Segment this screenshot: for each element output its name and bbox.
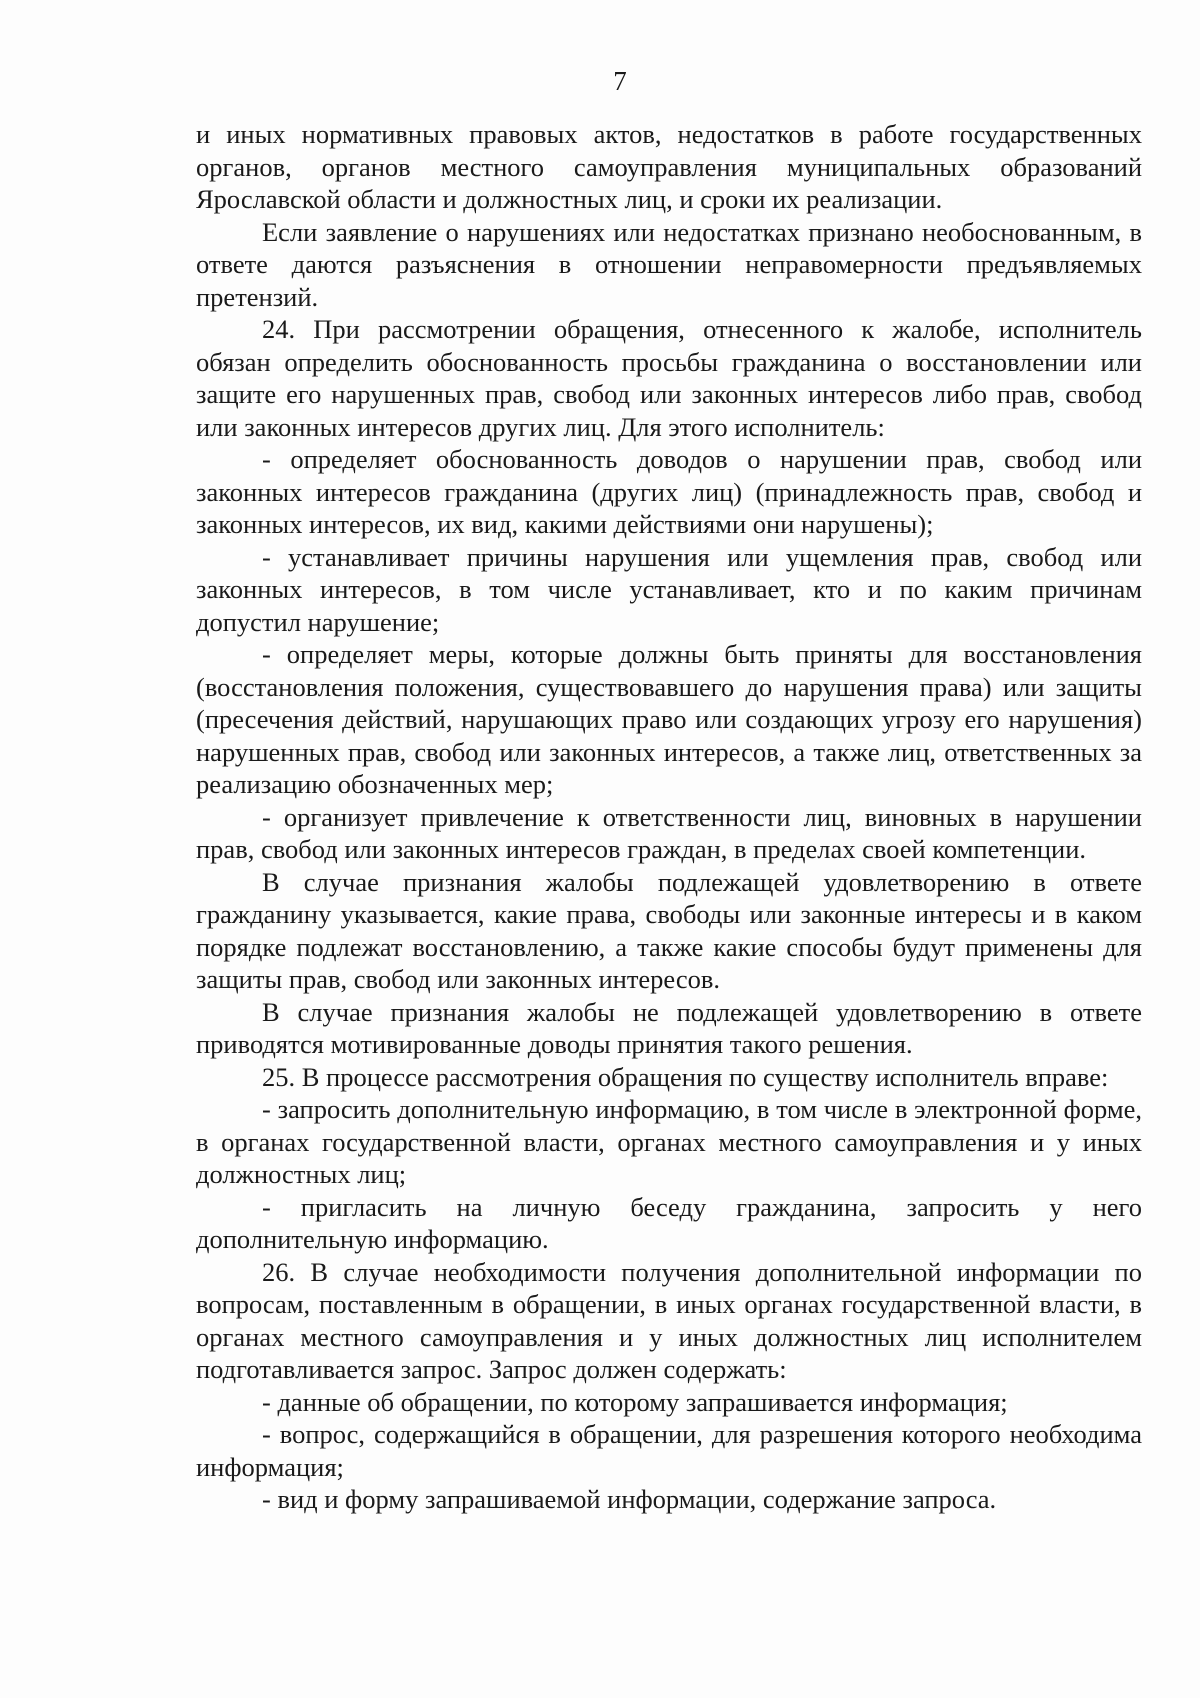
paragraph: В случае признания жалобы подлежащей удовлетворению в ответе гражданину указывается, какие права, свободы или законные интересы и в каком порядке подлежат восстановлению, а также какие способы будут применены для защиты прав, свобод или законных интересов.: [196, 866, 1142, 994]
paragraph-item-26: 26. В случае необходимости получения дополнительной информации по вопросам, поставленным в обращении, в иных органах государственной власти, в органах местного самоуправления и у иных должностных лиц исполнителем подготавливается запрос. Запрос должен содержать:: [196, 1256, 1142, 1384]
list-item: - организует привлечение к ответственности лиц, виновных в нарушении прав, свобод или законных интересов граждан, в пределах своей компетенции.: [196, 801, 1142, 864]
page-number: 7: [613, 66, 627, 96]
document-body: [196, 118, 1142, 1516]
list-item: - определяет меры, которые должны быть приняты для восстановления (восстановления положения, существовавшего до нарушения права) или защиты (пресечения действий, нарушающих право или создающих угрозу его нарушения) нарушенных прав, свобод или законных интересов, а также лиц, ответственных за реализацию обозначенных мер;: [196, 639, 1142, 799]
list-item: - вопрос, содержащийся в обращении, для разрешения которого необходима информация;: [196, 1419, 1142, 1482]
list-item: - данные об обращении, по которому запрашивается информация;: [262, 1386, 1008, 1417]
paragraph-item-24: 24. При рассмотрении обращения, отнесенного к жалобе, исполнитель обязан определить обоснованность просьбы гражданина о восстановлении или защите его нарушенных прав, свобод или законных интересов либо прав, свобод или законных интересов других лиц. Для этого исполнитель:: [196, 314, 1142, 442]
list-item: - устанавливает причины нарушения или ущемления прав, свобод или законных интересов, в том числе устанавливает, кто и по каким причинам допустил нарушение;: [196, 541, 1142, 637]
list-item: - запросить дополнительную информацию, в том числе в электронной форме, в органах государственной власти, органах местного самоуправления и у иных должностных лиц;: [196, 1094, 1142, 1189]
paragraph-item-25: 25. В процессе рассмотрения обращения по существу исполнитель вправе:: [262, 1061, 1109, 1092]
paragraph: Если заявление о нарушениях или недостатках признано необоснованным, в ответе даются разъяснения в отношении неправомерности предъявляемых претензий.: [196, 216, 1142, 312]
paragraph: В случае признания жалобы не подлежащей удовлетворению в ответе приводятся мотивированные доводы принятия такого решения.: [196, 996, 1142, 1059]
paragraph-continuation: и иных нормативных правовых актов, недостатков в работе государственных органов, органов местного самоуправления муниципальных образований Ярославской области и должностных лиц, и сроки их реализации.: [196, 119, 1142, 214]
list-item: - вид и форму запрашиваемой информации, содержание запроса.: [262, 1484, 997, 1514]
list-item: - пригласить на личную беседу гражданина, запросить у него дополнительную информацию.: [196, 1191, 1142, 1254]
list-item: - определяет обоснованность доводов о нарушении прав, свобод или законных интересов гражданина (других лиц) (принадлежность прав, свобод и законных интересов, их вид, какими действиями они нарушены);: [196, 444, 1142, 539]
